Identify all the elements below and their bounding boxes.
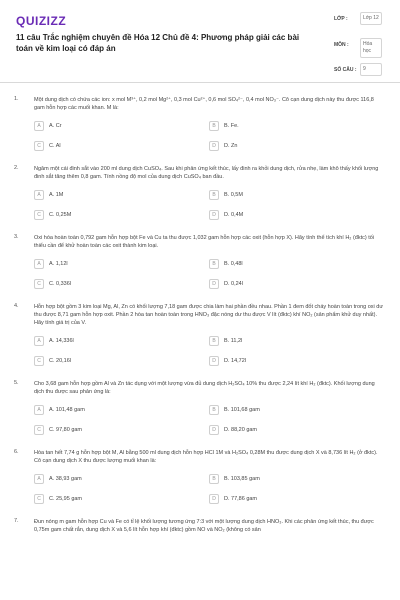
option-letter-box: B bbox=[209, 121, 219, 131]
question-item bbox=[0, 165, 400, 221]
answer-option[interactable] bbox=[209, 493, 384, 505]
answer-option[interactable] bbox=[34, 424, 209, 436]
option-letter-box: D bbox=[209, 210, 219, 220]
option-text: A. 14,336l bbox=[49, 338, 74, 344]
answer-option[interactable] bbox=[209, 278, 384, 290]
option-letter-box: C bbox=[34, 356, 44, 366]
option-letter-box: D bbox=[209, 356, 219, 366]
option-text: B. Fe. bbox=[224, 123, 239, 129]
subject-label: MÔN : bbox=[334, 42, 349, 48]
question-item bbox=[0, 234, 400, 290]
answer-option[interactable] bbox=[209, 189, 384, 201]
question-number: 5. bbox=[14, 380, 19, 386]
question-item bbox=[0, 303, 400, 367]
option-text: D. 0,24l bbox=[224, 281, 243, 287]
answer-option[interactable] bbox=[209, 335, 384, 347]
answer-option[interactable] bbox=[34, 404, 209, 416]
question-text: Hỗn hợp bột gồm 3 kim loại Mg, Al, Zn có khối lượng 7,18 gam được chia làm hai phần đều nhau. Phần 1 đem đốt cháy hoàn toàn trong oxi dư thu được 8,71 gam hỗn hợp oxit. Phần 2 hòa tan hoàn toàn trong HNO₃ đặc nóng dư thu được V lít (đktc) khí NO₂ (sản phẩm khử duy nhất). Hãy tính giá trị của V. bbox=[34, 304, 384, 326]
option-text: B. 101,68 gam bbox=[224, 407, 260, 413]
answer-option[interactable] bbox=[209, 258, 384, 270]
answer-option[interactable] bbox=[34, 493, 209, 505]
option-letter-box: D bbox=[209, 425, 219, 435]
question-item bbox=[0, 449, 400, 505]
answer-option[interactable] bbox=[209, 209, 384, 221]
option-letter-box: A bbox=[34, 121, 44, 131]
worksheet-header bbox=[0, 0, 400, 83]
question-list bbox=[0, 96, 400, 547]
question-text: Ngâm một cái đinh sắt vào 200 ml dung dịch CuSO₄. Sau khi phản ứng kết thúc, lấy đinh ra khỏi dung dịch, rửa nhẹ, làm khô thấy khối lượng đinh sắt tăng thêm 0,8 gam. Tính nồng độ mol của dung dịch CuSO₄ ban đầu. bbox=[34, 166, 379, 180]
question-number: 1. bbox=[14, 96, 19, 102]
option-letter-box: B bbox=[209, 336, 219, 346]
question-item bbox=[0, 518, 400, 534]
option-text: A. 101,48 gam bbox=[49, 407, 85, 413]
answer-option[interactable] bbox=[34, 335, 209, 347]
option-text: B. 11,2l bbox=[224, 338, 243, 344]
count-value: 9 bbox=[360, 63, 382, 76]
answer-options bbox=[34, 404, 384, 436]
page-title: 11 câu Trắc nghiệm chuyên đề Hóa 12 Chủ đề 4: Phương pháp giải các bài toán về kim loại có đáp án bbox=[16, 33, 300, 53]
option-text: B. 0,5M bbox=[224, 192, 243, 198]
option-letter-box: C bbox=[34, 210, 44, 220]
option-letter-box: D bbox=[209, 141, 219, 151]
option-letter-box: D bbox=[209, 494, 219, 504]
question-number: 7. bbox=[14, 518, 19, 524]
subject-value: Hóa học bbox=[360, 38, 382, 58]
question-text: Một dung dịch có chứa các ion: x mol M³⁺, 0,2 mol Mg²⁺, 0,3 mol Cu²⁺, 0,6 mol SO₄²⁻, 0,4 mol NO₃⁻. Cô cạn dung dịch này thu được 116,8 gam hỗn hợp các muối khan. M là: bbox=[34, 97, 374, 111]
option-text: C. 97,80 gam bbox=[49, 427, 83, 433]
option-letter-box: A bbox=[34, 259, 44, 269]
option-letter-box: B bbox=[209, 190, 219, 200]
option-text: A. 38,93 gam bbox=[49, 476, 82, 482]
answer-options bbox=[34, 258, 384, 290]
answer-options bbox=[34, 335, 384, 367]
option-letter-box: B bbox=[209, 474, 219, 484]
question-number: 4. bbox=[14, 303, 19, 309]
answer-option[interactable] bbox=[209, 424, 384, 436]
option-text: C. 25,95 gam bbox=[49, 496, 83, 502]
question-text: Oxi hóa hoàn toàn 0,792 gam hỗn hợp bột Fe và Cu ta thu được 1,032 gam hỗn hợp các oxit (hỗn hợp X). Hãy tính thể tích khí H₂ (đktc) tối thiểu cần để khử hoàn toàn các oxit thành kim loại. bbox=[34, 235, 375, 249]
option-text: C. 0,25M bbox=[49, 212, 72, 218]
answer-option[interactable] bbox=[209, 140, 384, 152]
count-label: SỐ CÂU : bbox=[334, 67, 357, 73]
answer-option[interactable] bbox=[34, 120, 209, 132]
answer-option[interactable] bbox=[209, 473, 384, 485]
quizizz-logo: QUIZIZZ bbox=[16, 14, 67, 28]
answer-option[interactable] bbox=[34, 140, 209, 152]
option-text: D. 0,4M bbox=[224, 212, 244, 218]
answer-option[interactable] bbox=[34, 209, 209, 221]
answer-options bbox=[34, 120, 384, 152]
option-letter-box: C bbox=[34, 425, 44, 435]
option-letter-box: C bbox=[34, 141, 44, 151]
option-text: C. 0,336l bbox=[49, 281, 72, 287]
answer-option[interactable] bbox=[34, 258, 209, 270]
option-text: A. 1M bbox=[49, 192, 64, 198]
question-item bbox=[0, 96, 400, 152]
class-value: Lớp 12 bbox=[360, 12, 382, 25]
answer-option[interactable] bbox=[34, 278, 209, 290]
option-text: A. 1,12l bbox=[49, 261, 68, 267]
answer-option[interactable] bbox=[34, 473, 209, 485]
option-text: C. 20,16l bbox=[49, 358, 72, 364]
option-letter-box: C bbox=[34, 279, 44, 289]
option-letter-box: A bbox=[34, 405, 44, 415]
option-text: D. Zn bbox=[224, 143, 238, 149]
option-text: D. 88,20 gam bbox=[224, 427, 258, 433]
question-item bbox=[0, 380, 400, 436]
option-text: D. 77,86 gam bbox=[224, 496, 258, 502]
option-text: B. 0,48l bbox=[224, 261, 243, 267]
question-text: Đun nóng m gam hỗn hợp Cu và Fe có tỉ lệ khối lượng tương ứng 7:3 với một lượng dung dịch HNO₃. Khi các phản ứng kết thúc, thu được 0,75m gam chất rắn, dung dịch X và 5,6 lít hỗn hợp khí (đktc) gồm NO và NO₂ (không có sản bbox=[34, 519, 374, 533]
option-letter-box: D bbox=[209, 279, 219, 289]
answer-options bbox=[34, 189, 384, 221]
question-number: 3. bbox=[14, 234, 19, 240]
answer-option[interactable] bbox=[209, 120, 384, 132]
option-letter-box: C bbox=[34, 494, 44, 504]
option-text: A. Cr bbox=[49, 123, 62, 129]
option-letter-box: A bbox=[34, 474, 44, 484]
question-number: 6. bbox=[14, 449, 19, 455]
option-letter-box: B bbox=[209, 259, 219, 269]
option-letter-box: A bbox=[34, 190, 44, 200]
option-text: B. 103,85 gam bbox=[224, 476, 260, 482]
question-text: Hòa tan hết 7,74 g hỗn hợp bột M, Al bằng 500 ml dung dịch hỗn hợp HCl 1M và H₂SO₄ 0,28M thu được dung dịch X và 8,736 lít H₂ (ở đktc). Cô cạn dung dịch X thu được lượng muối khan là: bbox=[34, 450, 378, 464]
option-letter-box: A bbox=[34, 336, 44, 346]
class-label: LỚP : bbox=[334, 16, 348, 22]
answer-option[interactable] bbox=[34, 355, 209, 367]
question-text: Cho 3,68 gam hỗn hợp gồm Al và Zn tác dụng với một lượng vừa đủ dung dịch H₂SO₄ 10% thu được 2,24 lít khí H₂ (đktc). Khối lượng dung dịch thu được sau phản ứng là: bbox=[34, 381, 375, 395]
answer-option[interactable] bbox=[209, 355, 384, 367]
option-text: C. Al bbox=[49, 143, 61, 149]
option-text: D. 14,72l bbox=[224, 358, 247, 364]
answer-option[interactable] bbox=[34, 189, 209, 201]
answer-options bbox=[34, 473, 384, 505]
option-letter-box: B bbox=[209, 405, 219, 415]
answer-option[interactable] bbox=[209, 404, 384, 416]
question-number: 2. bbox=[14, 165, 19, 171]
